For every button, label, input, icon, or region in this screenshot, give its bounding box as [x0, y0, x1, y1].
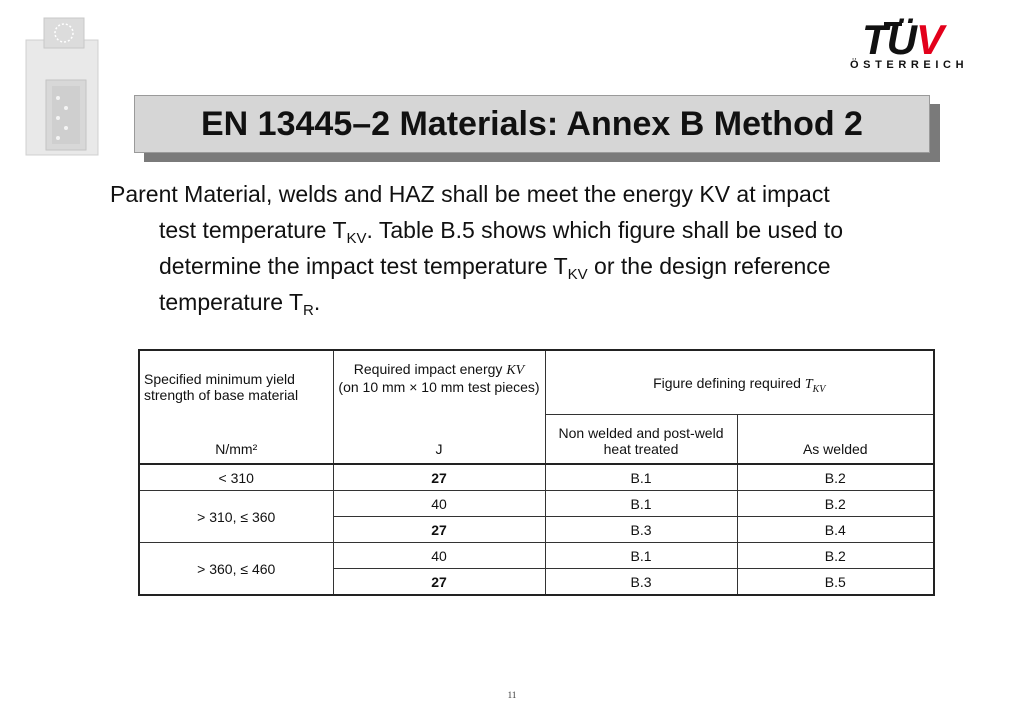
header-as-welded: As welded — [737, 414, 934, 464]
paragraph-text: Parent Material, welds and HAZ shall be meet the energy KV at impact — [110, 181, 830, 207]
header-impact-energy — [333, 350, 545, 414]
cell-strength: < 310 — [139, 464, 333, 490]
logo-word-main: TÜ — [862, 16, 916, 63]
unit-energy: J — [333, 414, 545, 464]
paragraph-line-2 — [110, 212, 970, 248]
cell-energy: 40 — [333, 491, 545, 517]
header-non-welded: Non welded and post-weld heat treated — [545, 414, 737, 464]
cell-non-welded: B.3 — [545, 569, 737, 595]
cell-non-welded: B.1 — [545, 543, 737, 569]
table-row — [139, 491, 934, 517]
cell-as-welded: B.5 — [737, 569, 934, 595]
header-text: Figure defining required — [653, 375, 805, 391]
table-row — [139, 543, 934, 569]
header-t-kv — [804, 377, 826, 395]
logo-wordmark — [862, 16, 943, 64]
tuv-logo — [848, 16, 969, 74]
cell-as-welded: B.2 — [737, 491, 934, 517]
impact-table — [138, 349, 933, 596]
slide-title: EN 13445–2 Materials: Annex B Method 2 — [201, 104, 863, 143]
paragraph-text: temperature T — [159, 289, 304, 315]
cell-as-welded: B.4 — [737, 517, 934, 543]
eu-flag-decoration — [22, 14, 102, 159]
cell-energy: 27 — [333, 517, 545, 543]
paragraph-text: . Table B.5 shows which figure shall be used to — [366, 217, 843, 243]
header-t: T — [804, 377, 813, 392]
page-number: 11 — [507, 690, 517, 700]
header-text: Required impact energy — [353, 361, 507, 377]
cell-non-welded: B.1 — [545, 491, 737, 517]
paragraph-text: determine the impact test temperature T — [159, 253, 568, 279]
paragraph-line-4 — [110, 284, 970, 320]
header-yield-strength: Specified minimum yield strength of base material — [139, 350, 333, 414]
header-figure-defining — [545, 350, 934, 414]
header-text: (on 10 mm × 10 mm test pieces) — [338, 379, 540, 395]
logo-subtitle: ÖSTERREICH — [850, 59, 969, 71]
cell-strength: > 360, ≤ 460 — [139, 543, 333, 595]
cell-as-welded: B.2 — [737, 464, 934, 490]
unit-strength: N/mm² — [139, 414, 333, 464]
paragraph-text: or the design reference — [587, 253, 831, 279]
logo-word-accent: V — [916, 16, 944, 63]
title-bar — [134, 95, 930, 153]
paragraph-line-3 — [110, 248, 970, 284]
subscript: KV — [567, 266, 588, 283]
body-paragraph — [110, 176, 970, 320]
subscript: KV — [346, 230, 367, 247]
table-row — [139, 464, 934, 490]
paragraph-line-1 — [110, 176, 970, 212]
cell-non-welded: B.3 — [545, 517, 737, 543]
cell-energy: 40 — [333, 543, 545, 569]
subscript: R — [303, 302, 314, 319]
cell-strength: > 310, ≤ 360 — [139, 491, 333, 543]
paragraph-text: test temperature T — [159, 217, 347, 243]
cell-as-welded: B.2 — [737, 543, 934, 569]
cell-non-welded: B.1 — [545, 464, 737, 490]
subscript: KV — [812, 383, 826, 395]
cell-energy: 27 — [333, 569, 545, 595]
header-kv: KV — [506, 363, 525, 378]
cell-energy: 27 — [333, 464, 545, 490]
paragraph-text: . — [313, 289, 321, 315]
